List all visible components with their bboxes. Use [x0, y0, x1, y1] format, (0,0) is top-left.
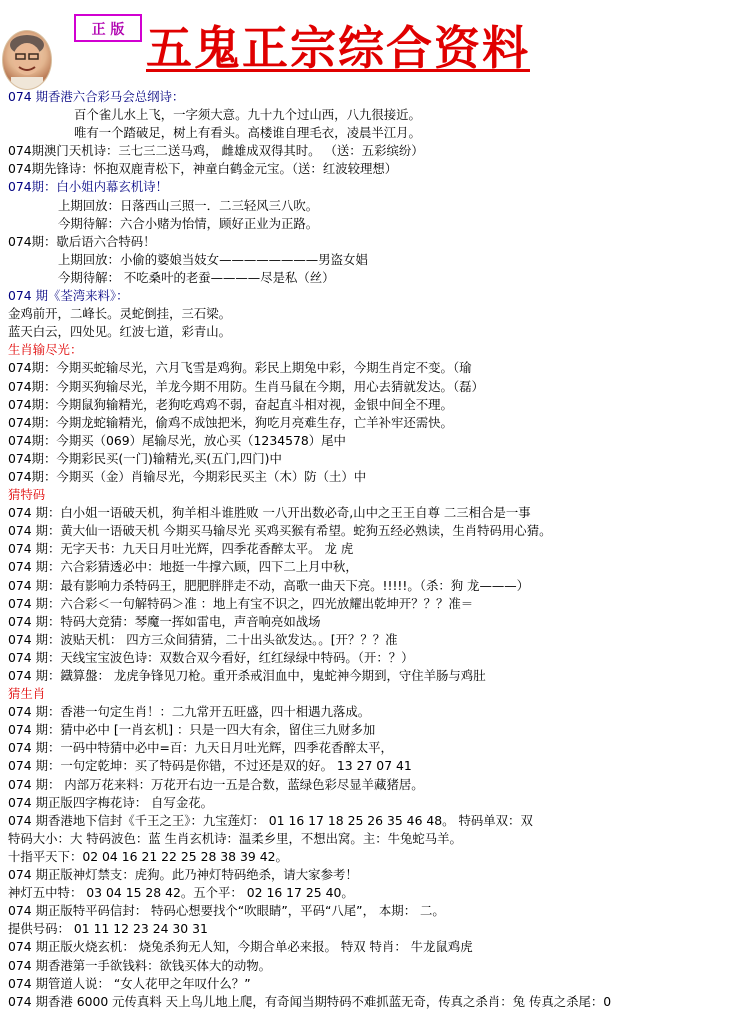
text-line: 074期先锋诗：怀抱双鹿青松下，神童白鹤金元宝。（送：红波较理想） — [8, 161, 398, 177]
text-line: 074 期：猜中必中 [一肖玄机] ：只是一四大有余，留住三九财多加 — [8, 722, 376, 738]
text-line: 074 期正版火烧玄机： 烧兔杀狗无人知，今期合单必来报。 特双 特肖： 牛龙鼠鸡虎 — [8, 939, 473, 955]
text-line: 神灯五中特： 03 04 15 28 42。五个平： 02 16 17 25 40。 — [8, 885, 354, 901]
text-line: 上期回放：小偷的婆娘当妓女————————男盗女娼 — [58, 251, 368, 267]
text-line: 074期：今期买蛇输尽光，六月飞雪是鸡狗。彩民上期兔中彩，今期生肖定不变。（瑜 — [8, 360, 472, 376]
page-header — [0, 0, 736, 88]
text-line: 074 期：最有影响力杀特码王，肥肥胖胖走不动，高歌一曲天下亮。!!!!!。（杀：狗 龙———） — [8, 577, 530, 593]
text-line: 唯有一个踏破足，树上有看头。高楼谁自理毛衣，凌晨半江月。 — [74, 125, 421, 141]
text-line: 074期：今期龙蛇输精光，偷鸡不成蚀把米，狗吃月亮难生存，亡羊补牢还需快。 — [8, 414, 453, 430]
text-line: 074 期：波贴天机： 四方三众间猜猜，二十出头欲发达。。[开？？？准 — [8, 631, 398, 647]
text-line: 074期：歇后语六合特码！ — [8, 233, 156, 249]
text-line: 074期：今期买狗输尽光，羊龙今期不用防。生肖马鼠在今期，用心去猜就发达。（磊） — [8, 378, 484, 394]
text-line: 074期：白小姐内幕玄机诗！ — [8, 179, 168, 195]
text-line: 074 期：特码大竞猜：琴魔一挥如雷电，声音响亮如战场 — [8, 613, 321, 629]
text-line: 074 期：白小姐一语破天机，狗羊相斗谁胜败 一八开出数必奇,山中之王王自尊 二三相合是一事 — [8, 505, 531, 521]
text-line: 074 期香港地下信封《千王之王》：九宝莲灯： 01 16 17 18 25 26 35 46 48。 特码单双：双 — [8, 812, 533, 828]
text-line: 074 期香港六合彩马会总纲诗： — [8, 89, 185, 104]
text-line: 074 期：无字天书：九天日月吐光辉，四季花香醉太平。 龙 虎 — [8, 541, 354, 557]
page-title: 五鬼正宗综合资料 — [146, 21, 530, 75]
text-line: 今期待解： 不吃桑叶的老蚕————尽是私（丝） — [58, 269, 335, 285]
text-line: 生肖输尽光： — [8, 342, 83, 358]
text-line: 074 期：一句定乾坤：买了特码是你错，不过还是双的好。 13 27 07 41 — [8, 758, 412, 774]
text-line: 074 期：一码中特猜中必中=百：九天日月吐光辉，四季花香醉太平， — [8, 740, 393, 756]
text-line: 074期：今期鼠狗输精光，老狗吃鸡鸡不弱，奋起直斗相对视，金银中间全不理。 — [8, 396, 453, 412]
text-line: 074 期香港 6000 元传真料 天上鸟儿地上爬，有奇闻当期特码不难抓蓝无奇，传真之杀肖：兔 传真之杀尾：0 — [8, 993, 612, 1009]
text-line: 074 期：天线宝宝波色诗：双数合双今看好，红红绿绿中特码。（开：？） — [8, 649, 414, 665]
authentic-badge: 正 版 — [74, 14, 142, 42]
text-line: 074 期正版特平码信封： 特码心想要找个“吹眼睛”，平码“八尾”， 本期： 二。 — [8, 903, 445, 919]
text-line: 猜生肖 — [8, 686, 46, 702]
text-line: 074 期正版四字梅花诗： 自写金花。 — [8, 794, 213, 810]
text-line: 074 期：鐡算盤： 龙虎争锋见刀枪。重开杀戒泪血中，鬼蛇神今期到，守住羊肠与鸡肚 — [8, 668, 486, 683]
text-line: 074 期《荃湾来料》： — [8, 288, 129, 304]
text-line: 蓝天白云，四处见。红波七道，彩青山。 — [8, 324, 232, 340]
text-line: 074 期：黄大仙一语破天机 今期买马输尽光 买鸡买猴有希望。蛇狗五经必熟读，生肖特码用心猜。 — [8, 523, 552, 539]
text-line: 074期：今期彩民买(一门)输精光,买(五门,四门)中 — [8, 450, 282, 466]
text-line: 074期：今期买（069）尾输尽光，放心买（1234578）尾中 — [8, 432, 346, 448]
text-line: 074 期管道人说： “女人花甲之年叹什么？” — [8, 975, 251, 991]
text-line: 074 期：六合彩猜透必中：地挺一牛撑六顾，四下二上月中秋， — [8, 559, 358, 575]
text-line: 今期待解：六合小赌为怡情，顾好正业为正路。 — [58, 215, 319, 231]
text-line: 074期：今期买（金）肖输尽光，今期彩民买主（木）防（土）中 — [8, 468, 367, 484]
text-line: 074 期： 内部万花来料：万花开右边一五是合数，蓝绿色彩尽显羊藏猪居。 — [8, 776, 424, 792]
text-line: 猜特码 — [8, 487, 46, 503]
text-line: 百个雀儿水上飞，一字须大意。九十九个过山西，八九很接近。 — [74, 107, 421, 123]
text-line: 特码大小：大 特码波色：蓝 生肖玄机诗：温柔乡里，不想出窝。主：牛兔蛇马羊。 — [8, 830, 462, 846]
text-line: 金鸡前开，二峰长。灵蛇倒挂，三石梁。 — [8, 306, 232, 322]
text-line: 074 期香港第一手欲钱料：欲钱买体大的动物。 — [8, 957, 272, 973]
text-line: 提供号码： 01 11 12 23 24 30 31 — [8, 921, 208, 937]
text-line: 074 期：六合彩＜一句解特码＞准 ：地上有宝不识之，四光放耀出乾坤开？？？准＝ — [8, 595, 474, 611]
text-line: 074期澳门天机诗：三七三二送马鸡， 雌雄成双得其时。 （送：五彩缤纷） — [8, 143, 424, 159]
text-line: 十指平天下：02 04 16 21 22 25 28 38 39 42。 — [8, 848, 288, 864]
text-line: 074 期正版神灯禁支：虎狗。此乃神灯特码绝杀，请大家参考！ — [8, 867, 358, 883]
text-line: 上期回放：日落西山三照一．二三轻风三八吹。 — [58, 197, 319, 213]
text-line: 074 期：香港一句定生肖！：二九常开五旺盛，四十相遇九落成。 — [8, 704, 371, 720]
avatar — [2, 30, 52, 90]
document-body — [0, 88, 736, 1011]
